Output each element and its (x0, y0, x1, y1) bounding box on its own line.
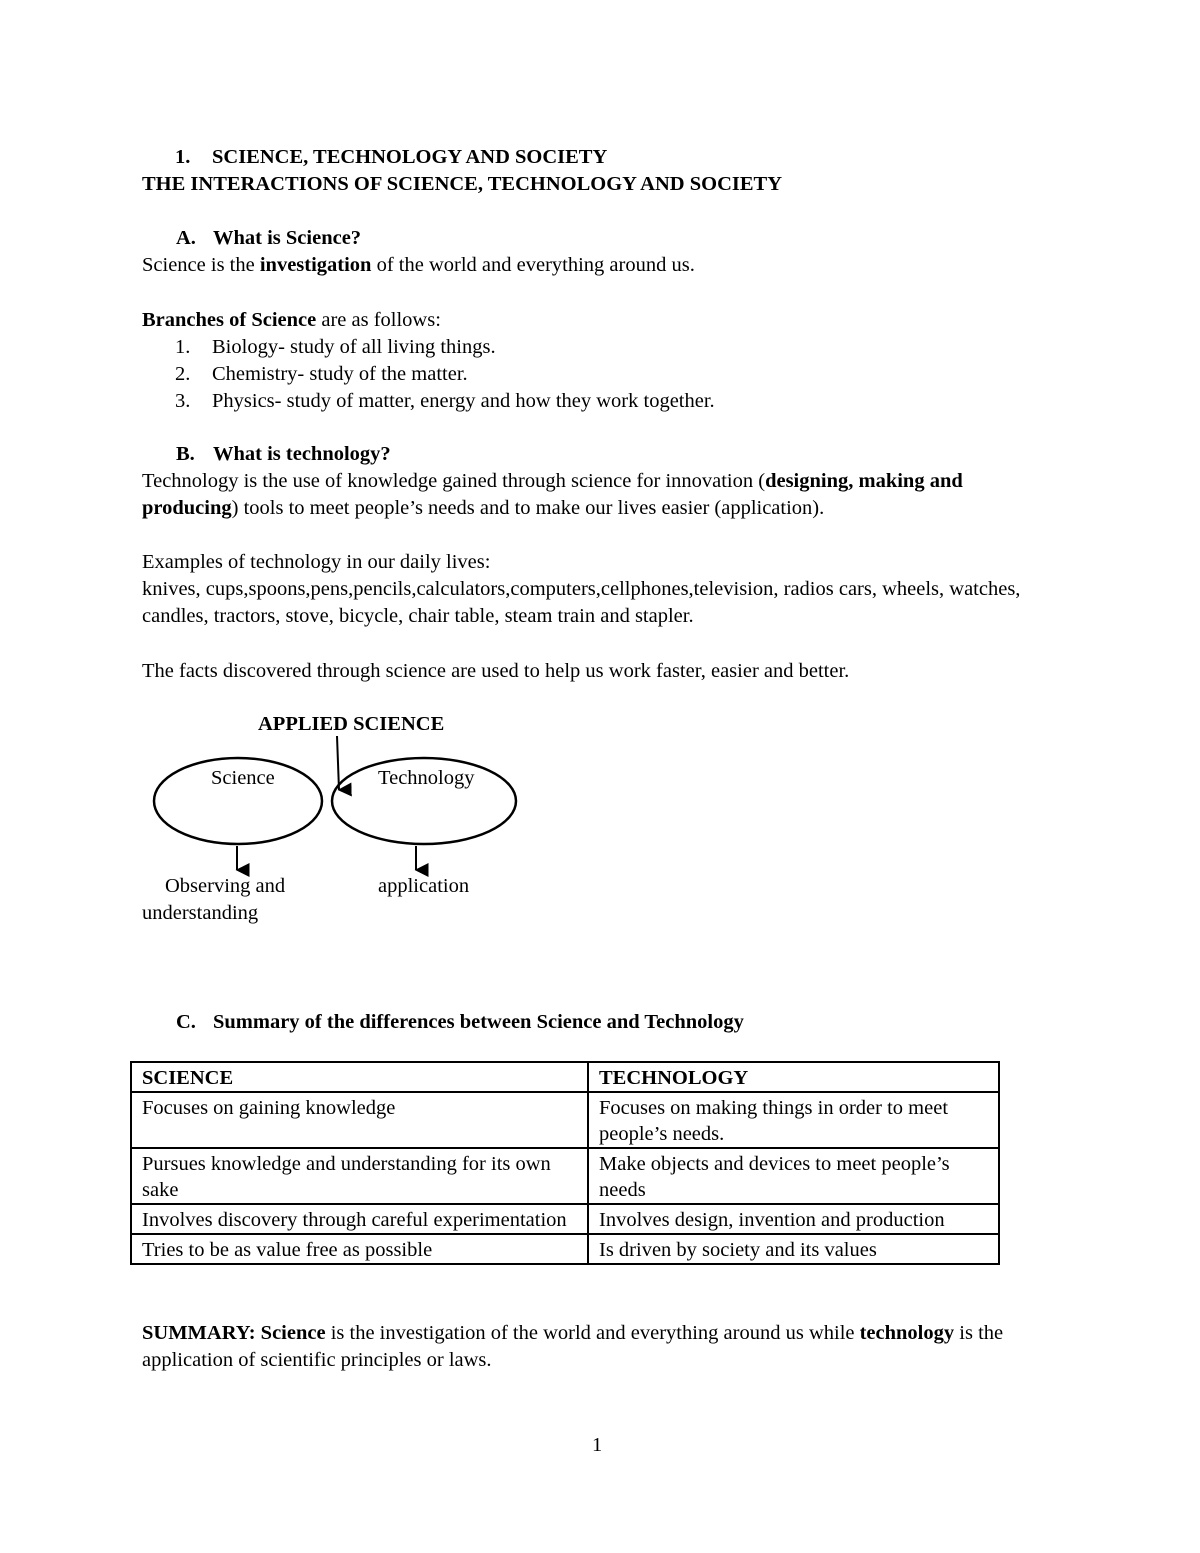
table-cell: Is driven by society and its values (588, 1234, 999, 1264)
branches-list (175, 334, 715, 415)
list-number: 3. (175, 390, 191, 412)
table-cell: Involves discovery through careful experimentation (131, 1204, 588, 1234)
applied-science-label: APPLIED SCIENCE (258, 713, 445, 735)
text-span: is the application of scientific principles or laws. (142, 1322, 1004, 1371)
list-number: 1. (175, 336, 191, 358)
bold-term: Branches of Science (142, 309, 317, 331)
list-text: Chemistry- study of the matter. (212, 363, 468, 385)
technology-definition (142, 468, 1047, 522)
table-cell: Focuses on gaining knowledge (131, 1092, 588, 1148)
table-cell: Make objects and devices to meet people’s needs (588, 1148, 999, 1204)
section-subtitle (142, 171, 782, 198)
science-definition (142, 252, 695, 279)
list-item (175, 388, 715, 415)
applied-science-diagram (130, 700, 550, 940)
list-text: Biology- study of all living things. (212, 336, 496, 358)
branches-intro (142, 307, 441, 334)
bold-term: technology (859, 1322, 955, 1344)
text-span: ) tools to meet people’s needs and to make our lives easier (application). (231, 497, 825, 519)
header-technology: TECHNOLOGY (588, 1062, 999, 1092)
list-text: Physics- study of matter, energy and how they work together. (212, 390, 715, 412)
heading-what-is-technology (176, 441, 391, 468)
text-span: of the world and everything around us. (371, 254, 695, 276)
table-cell: Focuses on making things in order to meet people’s needs. (588, 1092, 999, 1148)
bold-term: Science (260, 1322, 326, 1344)
section-title (175, 144, 607, 171)
page-number: 1 (592, 1434, 603, 1456)
heading-text: What is Science? (213, 227, 362, 249)
table-row (131, 1148, 999, 1204)
table-cell: Pursues knowledge and understanding for its own sake (131, 1148, 588, 1204)
examples-intro: Examples of technology in our daily lives: (142, 551, 491, 573)
technology-label: Technology (378, 767, 475, 789)
text-span: Technology is the use of knowledge gained through science for innovation ( (142, 470, 766, 492)
list-item (175, 334, 715, 361)
bold-term: investigation (259, 254, 372, 276)
facts-paragraph: The facts discovered through science are used to help us work faster, easier and better. (142, 660, 850, 682)
heading-text: Summary of the differences between Science and Technology (213, 1011, 744, 1033)
list-item (175, 361, 715, 388)
text-span: is the investigation of the world and everything around us while (325, 1322, 860, 1344)
science-label: Science (211, 767, 275, 789)
heading-text: What is technology? (213, 443, 391, 465)
heading-summary-differences (176, 1009, 744, 1036)
text-span: are as follows: (316, 309, 441, 331)
examples-list: knives, cups,spoons,pens,pencils,calculators,computers,cellphones,television, radios cars, wheels, watches, candles, tractors, stove, bicycle, chair table, steam train and stapler. (142, 578, 1021, 627)
list-number: 2. (175, 363, 191, 385)
table-row (131, 1092, 999, 1148)
applied-science-arrow (337, 736, 339, 790)
summary-label: SUMMARY: (142, 1322, 256, 1344)
heading-letter: A. (176, 227, 196, 249)
summary-paragraph (142, 1320, 1047, 1374)
table-cell: Tries to be as value free as possible (131, 1234, 588, 1264)
understanding-label: understanding (142, 902, 259, 924)
bold-term: designing, making and producing (142, 470, 963, 519)
text-span: Science is the (142, 254, 260, 276)
heading-letter: C. (176, 1011, 196, 1033)
section-title-text: SCIENCE, TECHNOLOGY AND SOCIETY (212, 146, 608, 168)
table-row (131, 1234, 999, 1264)
table-row (131, 1204, 999, 1234)
application-label: application (378, 875, 470, 897)
heading-what-is-science (176, 225, 361, 252)
heading-letter: B. (176, 443, 195, 465)
header-science: SCIENCE (131, 1062, 588, 1092)
section-subtitle-text: THE INTERACTIONS OF SCIENCE, TECHNOLOGY AND SOCIETY (142, 173, 783, 195)
table-cell: Involves design, invention and production (588, 1204, 999, 1234)
section-number: 1. (175, 146, 191, 168)
table-header-row (131, 1062, 999, 1092)
observing-label: Observing and (165, 875, 286, 897)
differences-table (130, 1061, 1000, 1265)
